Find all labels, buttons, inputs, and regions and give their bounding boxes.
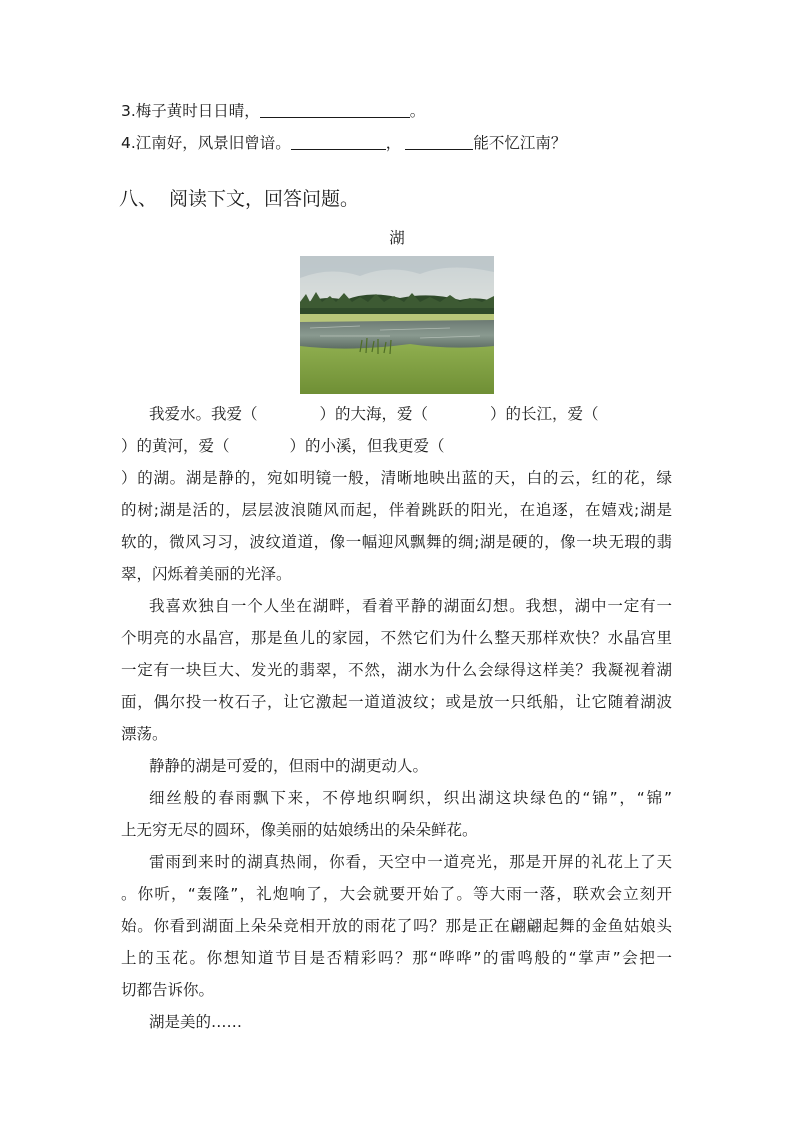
intro-text: ）的长江，爱（ [490, 405, 599, 423]
section-instruction: 阅读下文，回答问题。 [169, 188, 360, 210]
paragraph-4-line: 细丝般的春雨飘下来，不停地织啊织，织出湖这块绿色的“锦”，“锦” [149, 789, 672, 807]
question-4-comma: ， [385, 134, 402, 152]
paragraph-5-line: 。你听，“轰隆”，礼炮响了，大会就要开始了。等大雨一落，联欢会立刻开 [121, 885, 672, 903]
question-3-end: 。 [409, 102, 426, 120]
question-4-text: 4.江南好，风景旧曾谙。 [121, 134, 291, 152]
section-heading [119, 186, 359, 212]
lake-photo-icon [300, 256, 494, 394]
intro-line-1 [121, 398, 672, 430]
paragraph-1-line: 的树;湖是活的，层层波浪随风而起，伴着跳跃的阳光，在追逐，在嬉戏;湖是 [121, 501, 672, 519]
intro-text: 我爱水。我爱（ [149, 405, 258, 423]
paragraph-1-line: 软的，微风习习，波纹道道，像一幅迎风飘舞的绸;湖是硬的，像一块无瑕的翡 [121, 533, 672, 551]
intro-text: ）的小溪，但我更爱（ [289, 437, 445, 455]
question-4-end: 能不忆江南？ [473, 134, 567, 152]
intro-text: ）的大海，爱（ [319, 405, 429, 423]
paragraph-2-line: 漂荡。 [121, 725, 168, 743]
paragraph-2-line: 我喜欢独自一个人坐在湖畔，看着平静的湖面幻想。我想，湖中一定有一 [149, 597, 672, 615]
passage-body [121, 398, 672, 1038]
question-3-text: 3.梅子黄时日日晴， [121, 102, 260, 120]
question-3 [121, 100, 425, 122]
paragraph-4-line: 上无穷无尽的圆环，像美丽的姑娘绣出的朵朵鲜花。 [121, 821, 478, 839]
answer-blank[interactable] [260, 101, 410, 118]
answer-blank[interactable] [405, 133, 473, 150]
passage-title: 湖 [389, 229, 405, 247]
paragraph-6: 湖是美的…… [149, 1013, 243, 1031]
paragraph-1-line: 翠，闪烁着美丽的光泽。 [121, 565, 292, 583]
question-4 [121, 132, 566, 154]
paragraph-3: 静静的湖是可爱的，但雨中的湖更动人。 [149, 757, 429, 775]
intro-text: ）的黄河，爱（ [121, 437, 230, 455]
paragraph-2-line: 一定有一块巨大、发光的翡翠，不然，湖水为什么会绿得这样美？我凝视着湖 [121, 661, 672, 679]
paragraph-5-line: 切都告诉你。 [121, 981, 215, 999]
paragraph-2-line: 个明亮的水晶宫，那是鱼儿的家园，不然它们为什么整天那样欢快？水晶宫里 [121, 629, 672, 647]
intro-line-2 [121, 430, 672, 462]
paragraph-1-line: ）的湖。湖是静的，宛如明镜一般，清晰地映出蓝的天，白的云，红的花，绿 [121, 469, 672, 487]
answer-blank[interactable] [291, 133, 386, 150]
paragraph-5-line: 始。你看到湖面上朵朵竞相开放的雨花了吗？那是正在翩翩起舞的金鱼姑娘头 [121, 917, 672, 935]
section-number: 八、 [119, 188, 158, 210]
paragraph-5-line: 雷雨到来时的湖真热闹，你看，天空中一道亮光，那是开屏的礼花上了天 [149, 853, 672, 871]
paragraph-2-line: 面，偶尔投一枚石子，让它激起一道道波纹；或是放一只纸船，让它随着湖波 [121, 693, 672, 711]
paragraph-5-line: 上的玉花。你想知道节目是否精彩吗？那“哗哗”的雷鸣般的“掌声”会把一 [121, 949, 672, 967]
